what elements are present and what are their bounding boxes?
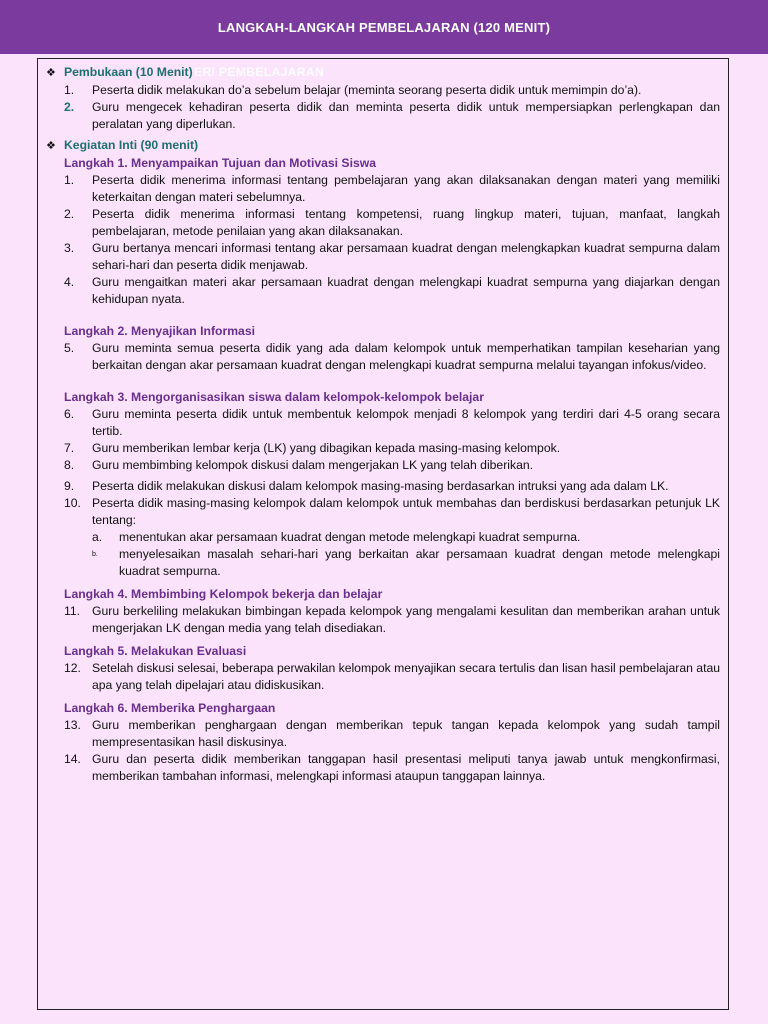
list-item: 4. Guru mengaitkan materi akar persamaan kuadrat dengan melengkapi kuadrat sempurna yang diajarkan dengan kehidupan nyata. — [64, 275, 720, 306]
step-title-6: Langkah 6. Memberika Penghargaan — [64, 701, 276, 715]
list-item: 12. Setelah diskusi selesai, beberapa perwakilan kelompok menyajikan secara tertulis dan lisan hasil pembelajaran atau apa yang telah dipelajari atau didiskusikan. — [64, 661, 721, 692]
content-body — [46, 64, 720, 785]
list-item: 2. Guru mengecek kehadiran peserta didik dan meminta peserta didik untuk mempersiapkan perlengkapan dan peralatan yang diperlukan. — [64, 100, 720, 131]
page-title: LANGKAH-LANGKAH PEMBELAJARAN (120 MENIT) — [217, 19, 551, 35]
list-item: 8. Guru membimbing kelompok diskusi dalam mengerjakan LK yang telah diberikan. — [64, 458, 534, 472]
sub-list-item: b. menyelesaikan masalah sehari-hari yang berkaitan akar persamaan kuadrat dengan metode melengkapi kuadrat sempurna. — [92, 547, 720, 578]
section-kegiatan-inti — [46, 137, 720, 155]
step-title-5: Langkah 5. Melakukan Evaluasi — [64, 644, 247, 658]
list-item: 9. Peserta didik melakukan diskusi dalam kelompok masing-masing berdasarkan intruksi yang ada dalam LK. — [64, 479, 669, 493]
section-pembukaan — [46, 64, 720, 82]
ghost-text: ERI PEMBELAJARAN — [194, 65, 325, 79]
step-title-1: Langkah 1. Menyampaikan Tujuan dan Motivasi Siswa — [64, 156, 376, 170]
list-item: 7. Guru memberikan lembar kerja (LK) yang dibagikan kepada masing-masing kelompok. — [64, 441, 561, 455]
list-item: 2. Peserta didik menerima informasi tentang kompetensi, ruang lingkup materi, tujuan, manfaat, langkah pembelajaran, metode penilaian yang akan dilaksanakan. — [64, 207, 720, 238]
list-item: 3. Guru bertanya mencari informasi tentang akar persamaan kuadrat dengan melengkapkan kuadrat sempurna dalam sehari-hari dan peserta didik menjawab. — [64, 241, 720, 272]
list-item: 1. Peserta didik melakukan do’a sebelum belajar (meminta seorang peserta didik untuk memimpin do’a). — [64, 83, 642, 97]
step-title-4: Langkah 4. Membimbing Kelompok bekerja dan belajar — [64, 587, 383, 601]
step-title-3: Langkah 3. Mengorganisasikan siswa dalam kelompok-kelompok belajar — [64, 390, 484, 404]
section-title: Pembukaan (10 Menit) — [64, 65, 193, 79]
list-item: 1. Peserta didik menerima informasi tentang pembelajaran yang akan dilaksanakan dengan materi yang memiliki keterkaitan dengan materi sebelumnya. — [64, 173, 720, 204]
list-item: 5. Guru meminta semua peserta didik yang ada dalam kelompok untuk memperhatikan tampilan keseharian yang berkaitan dengan akar persamaan kuadrat dengan melengkapi kuadrat sempurna melalui tayangan infokus/video. — [64, 341, 720, 372]
list-item: 6. Guru meminta peserta didik untuk membentuk kelompok menjadi 8 kelompok yang terdiri dari 4-5 orang secara tertib. — [64, 407, 720, 438]
sub-list-item: a. menentukan akar persamaan kuadrat dengan metode melengkapi kuadrat sempurna. — [92, 530, 581, 544]
diamond-bullet-icon: ❖ — [46, 140, 56, 152]
step-title-2: Langkah 2. Menyajikan Informasi — [64, 324, 255, 338]
page-header — [0, 0, 768, 54]
diamond-bullet-icon: ❖ — [46, 67, 56, 79]
section-title: Kegiatan Inti (90 menit) — [64, 138, 199, 152]
list-item: 10. Peserta didik masing-masing kelompok dalam kelompok untuk membahas dan berdiskusi berdasarkan petunjuk LK tentang: — [64, 496, 720, 527]
list-item: 13. Guru memberikan penghargaan dengan memberikan tepuk tangan kepada kelompok yang sudah tampil mempresentasikan hasil diskusinya. — [64, 718, 720, 749]
list-item: 14. Guru dan peserta didik memberikan tanggapan hasil presentasi meliputi tanya jawab untuk mengkonfirmasi, memberikan tambahan informasi, melengkapi informasi ataupun tanggapan lainnya. — [64, 752, 720, 783]
list-item: 11. Guru berkeliling melakukan bimbingan kepada kelompok yang mengalami kesulitan dan memberikan arahan untuk mengerjakan LK dengan media yang telah disediakan. — [64, 604, 720, 635]
